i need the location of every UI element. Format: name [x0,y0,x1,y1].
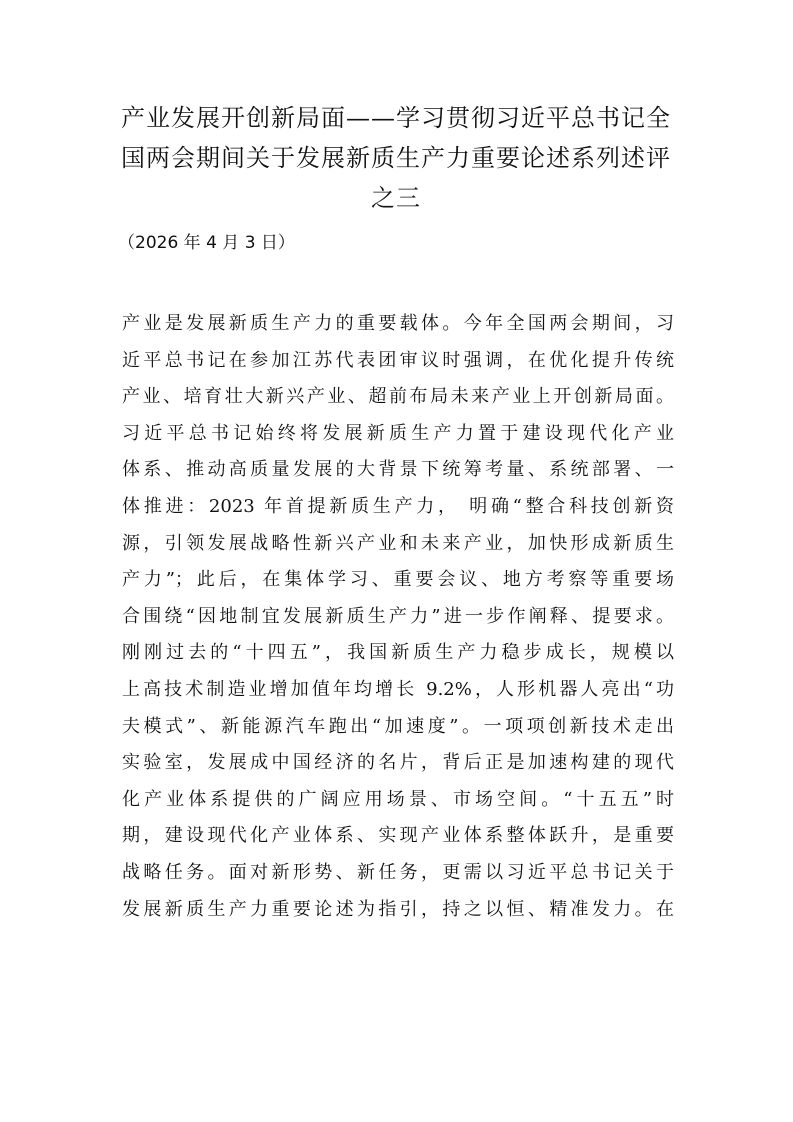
title-line: 产业发展开创新局面——学习贯彻习近平总书记全 [121,104,671,132]
body-line: 刚刚过去的“十四五”，我国新质生产力稳步成长，规模以 [122,642,674,664]
body-line: 上高技术制造业增加值年均增长 9.2%，人形机器人亮出“功 [122,678,674,700]
publish-date: （2026 年 4 月 3 日） [118,233,295,253]
body-line: 实验室，发展成中国经济的名片，背后正是加速构建的现代 [122,752,674,774]
body-line: 发展新质生产力重要论述为指引，持之以恒、精准发力。在 [122,898,674,920]
body-line: 化产业体系提供的广阔应用场景、市场空间。“十五五”时 [122,788,674,810]
body-line: 源，引领发展战略性新兴产业和未来产业，加快形成新质生 [122,532,674,554]
body-line: 合围绕“因地制宜发展新质生产力”进一步作阐释、提要求。 [122,605,674,627]
body-line: 夫模式”、新能源汽车跑出“加速度”。一项项创新技术走出 [122,715,674,737]
article-body [122,306,674,928]
article-title [118,98,674,218]
body-line: 习近平总书记始终将发展新质生产力置于建设现代化产业 [122,422,674,444]
body-line: 期，建设现代化产业体系、实现产业体系整体跃升，是重要 [122,825,674,847]
body-line: 产业是发展新质生产力的重要载体。今年全国两会期间，习 [122,313,674,334]
body-line: 战略任务。面对新形势、新任务，更需以习近平总书记关于 [122,861,674,883]
body-line: 体系、推动高质量发展的大背景下统筹考量、系统部署、一 [122,459,674,481]
body-line: 体推进：2023 年首提新质生产力， 明确“整合科技创新资 [122,495,674,517]
body-line: 产业、培育壮大新兴产业、超前布局未来产业上开创新局面。 [122,386,674,408]
body-line: 产力”；此后，在集体学习、重要会议、地方考察等重要场 [122,569,674,591]
title-line: 国两会期间关于发展新质生产力重要论述系列述评 [121,144,671,172]
body-line: 近平总书记在参加江苏代表团审议时强调，在优化提升传统 [122,349,674,371]
title-line: 之三 [371,184,421,212]
